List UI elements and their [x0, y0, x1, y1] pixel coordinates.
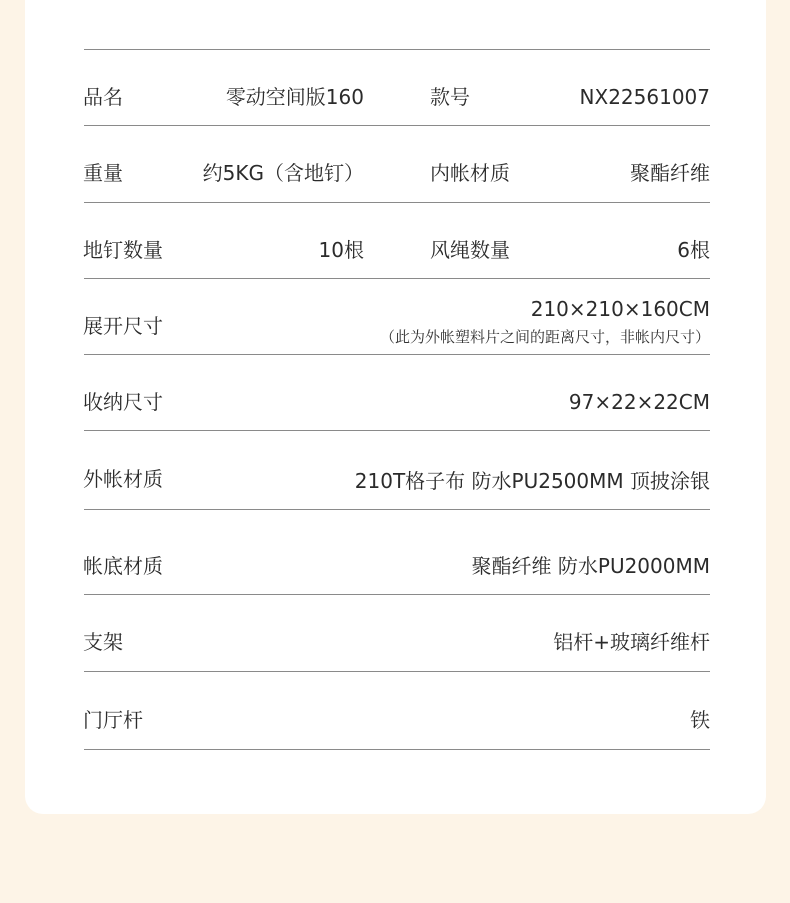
spec-label-inner-material: 内帐材质 [430, 161, 510, 185]
spec-label-guyline-count: 风绳数量 [430, 238, 510, 262]
spec-value-pack-size: 97×22×22CM [568, 390, 710, 414]
table-divider [84, 509, 710, 510]
spec-label-name: 品名 [83, 85, 123, 109]
table-divider [84, 749, 710, 750]
spec-value-vestibule-pole: 铁 [690, 708, 710, 732]
spec-label-pack-size: 收纳尺寸 [83, 390, 163, 414]
spec-label-outer-material: 外帐材质 [83, 467, 163, 491]
spec-value-open-size: 210×210×160CM [530, 297, 710, 321]
table-divider [84, 49, 710, 50]
spec-value-stake-count: 10根 [318, 238, 364, 262]
spec-value-frame: 铝杆+玻璃纤维杆 [553, 630, 710, 654]
spec-label-open-size: 展开尺寸 [83, 314, 163, 338]
spec-label-weight: 重量 [83, 161, 123, 185]
spec-value-floor-material: 聚酯纤维 防水PU2000MM [471, 554, 710, 578]
table-divider [84, 125, 710, 126]
spec-value-name: 零动空间版160 [225, 85, 364, 109]
spec-value-model: NX22561007 [579, 85, 710, 109]
table-divider [84, 430, 710, 431]
spec-value-outer-material: 210T格子布 防水PU2500MM 顶披涂银 [354, 469, 710, 493]
spec-label-stake-count: 地钉数量 [83, 238, 163, 262]
spec-value-weight: 约5KG（含地钉） [202, 161, 364, 185]
table-divider [84, 354, 710, 355]
spec-label-floor-material: 帐底材质 [83, 554, 163, 578]
spec-value-inner-material: 聚酯纤维 [630, 161, 710, 185]
table-divider [84, 594, 710, 595]
spec-label-vestibule-pole: 门厅杆 [83, 708, 143, 732]
spec-label-frame: 支架 [83, 630, 123, 654]
spec-value-guyline-count: 6根 [677, 238, 710, 262]
table-divider [84, 671, 710, 672]
spec-note-open-size: （此为外帐塑料片之间的距离尺寸，非帐内尺寸） [379, 328, 710, 346]
table-divider [84, 278, 710, 279]
spec-label-model: 款号 [430, 85, 470, 109]
table-divider [84, 202, 710, 203]
